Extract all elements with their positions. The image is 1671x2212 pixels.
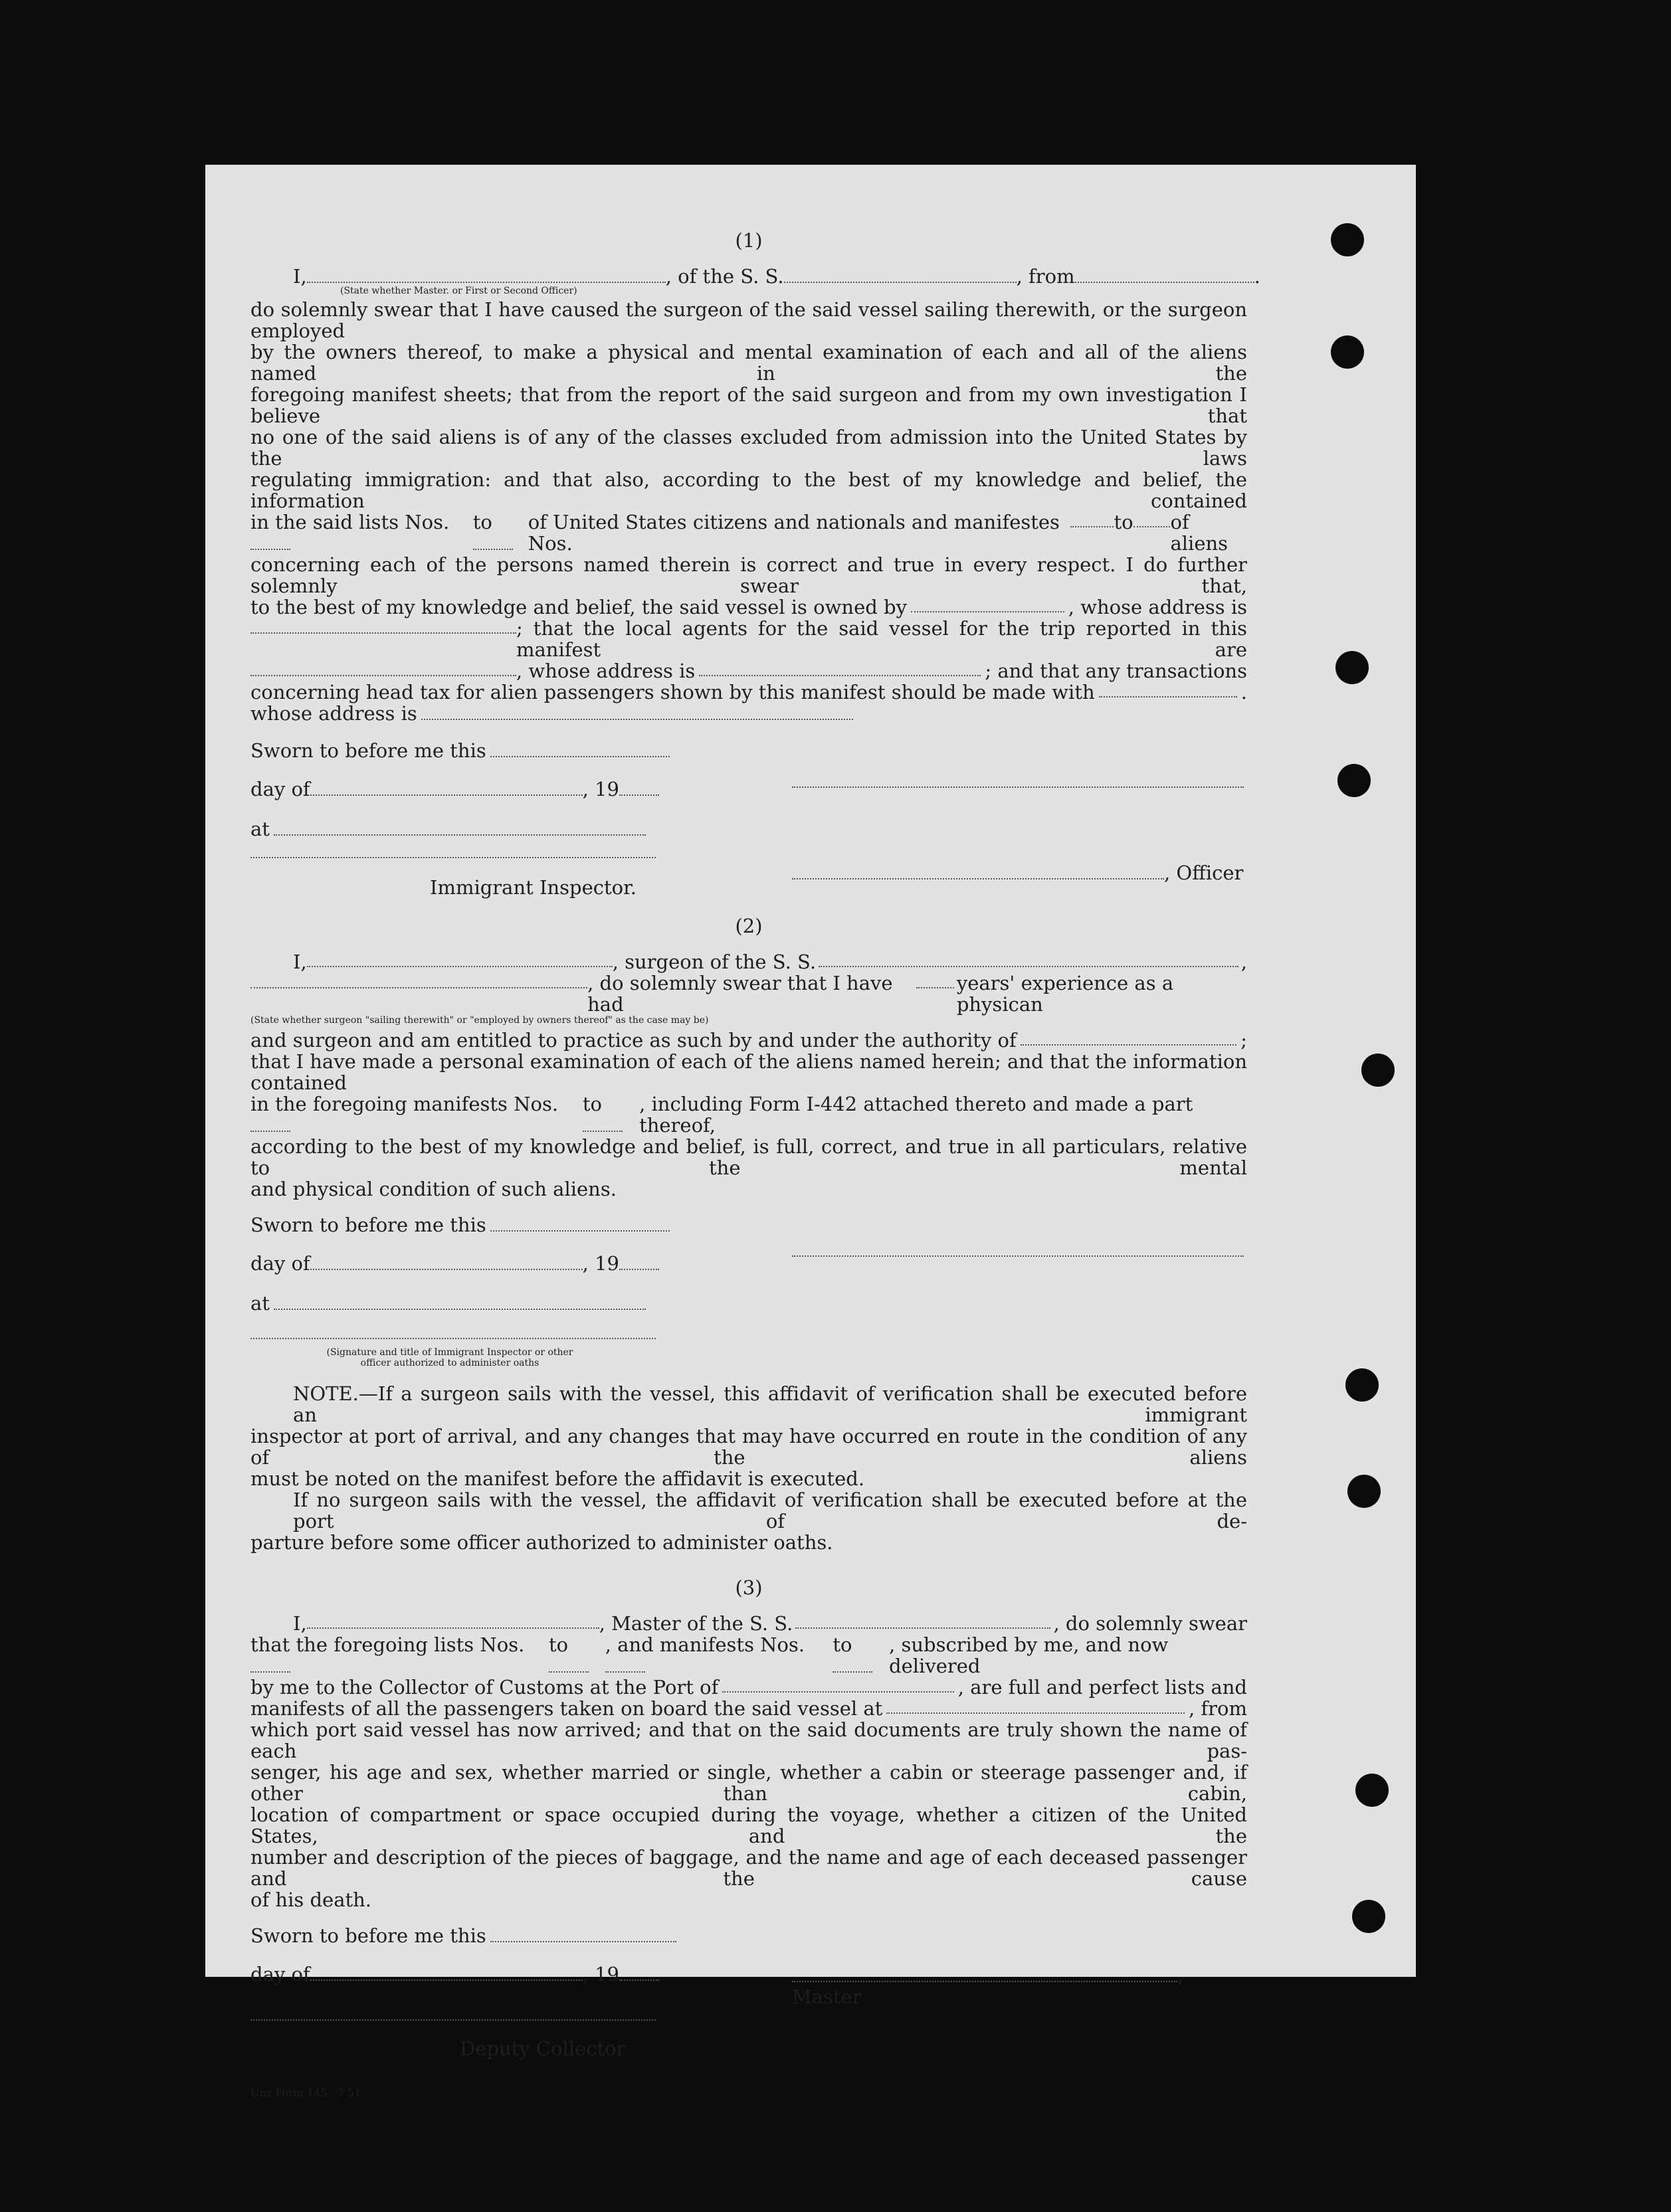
day-of-field[interactable] [310, 1965, 583, 1981]
officer-signature-line-top[interactable] [792, 772, 1244, 788]
owned-line: to the best of my knowledge and belief, the said vessel is owned by , whose address is [250, 596, 1247, 618]
section2-body: and surgeon and am entitled to practice as such by and under the authority of ; that I have made a personal examination of each of the aliens named herein; and that the information contained in the foregoing manifests Nos. to , including Form I-442 attached thereto and made a part thereof, according to the best of my knowledge and belief, is full, correct, and true in all particulars, relative to the mental and physical condition of such aliens. [250, 1029, 1247, 1200]
manifest-from-field[interactable] [605, 1657, 645, 1673]
master-vessel-field[interactable] [795, 1613, 1050, 1629]
section3-jurat: Sworn to before me this day of , 19 , Master Deputy Collector [250, 1924, 1184, 2060]
officer-signature-field[interactable] [792, 864, 1164, 879]
signature-note: (Signature and title of Immigrant Inspector or other officer authorized to administer oaths [326, 1347, 573, 1368]
agents-field[interactable] [250, 660, 516, 676]
master-name-field[interactable] [307, 1613, 599, 1629]
manifest-from-field[interactable] [1070, 511, 1114, 527]
inspector-signature-field[interactable] [250, 1323, 656, 1339]
owner-address-field[interactable] [250, 618, 516, 634]
list-to-field[interactable] [473, 534, 513, 550]
manifest-to-field[interactable] [1133, 511, 1171, 527]
form-number: Unz Form 145 7 51 [250, 2086, 361, 2099]
punch-hole [1352, 1900, 1385, 1933]
master-line: I, , of the S. S. , from . [293, 265, 1260, 288]
surgeon-vessel-field[interactable] [819, 951, 1238, 967]
collector-line: by me to the Collector of Customs at the Port of , are full and perfect lists and [250, 1676, 1247, 1699]
surgeon-experience-line: , do solemnly swear that I have had years' experience as a physican [250, 972, 1247, 1015]
authority-field[interactable] [1021, 1030, 1237, 1046]
note: NOTE.—If a surgeon sails with the vessel, this affidavit of verification shall be executed before an immigrant inspector at port of arrival, and any changes that may have occurred en route in the condition of any of the aliens must be noted on the manifest before the affidavit is executed. If no surgeon sails with the vessel, the affidavit of verification shall be executed before at the port of de- parture before some officer authorized to administer oaths. [250, 1382, 1247, 1554]
section2-jurat: Sworn to before me this day of , 19 at (Signature and title of Immigrant Inspector or other officer authorized to administer oaths [250, 1206, 1247, 1372]
punch-hole [1345, 1368, 1379, 1402]
punch-hole [1331, 223, 1364, 256]
years-field[interactable] [916, 972, 953, 988]
punch-hole [1331, 335, 1364, 369]
sworn-date-field[interactable] [490, 1216, 670, 1232]
board-line: manifests of all the passengers taken on board the said vessel at , from [250, 1697, 1247, 1720]
surgeon-line: I, , surgeon of the S. S. , [293, 951, 1247, 973]
list-from-field[interactable] [250, 1657, 290, 1673]
collector-signature-field[interactable] [250, 2005, 656, 2021]
section3-body: that the foregoing lists Nos. to , and manifests Nos. to , subscribed by me, and now delivered by me to the Collector of Customs at the Port of , are full and perfect lists and manifests of all the passengers taken on board the said vessel at , from which port said vessel has now arrived; and that on the said documents are truly shown the name of each pas- senger, his age and sex, whether married or single, whether a cabin or steerage passenger and, if other than cabin, location of compartment or space occupied during the voyage, whether a citizen of the United States, and the number and description of the pieces of baggage, and the name and age of each deceased passenger and the cause of his death. [250, 1633, 1247, 1911]
agents-address-line: , whose address is ; and that any transactions [250, 660, 1247, 682]
punch-hole [1361, 1054, 1395, 1087]
surgeon-name-field[interactable] [307, 951, 613, 967]
year-field[interactable] [619, 780, 659, 796]
master-signature-field[interactable] [792, 1966, 1177, 1982]
inspector-label: Immigrant Inspector. [430, 876, 637, 899]
agents-line: ; that the local agents for the said vessel for the trip reported in this manifest are [250, 618, 1247, 660]
owner-field[interactable] [911, 597, 1064, 612]
headtax-field[interactable] [1099, 682, 1237, 697]
manifest-to-field[interactable] [583, 1116, 623, 1132]
master-line: I, , Master of the S. S. , do solemnly swear [293, 1612, 1247, 1635]
port-field[interactable] [722, 1677, 953, 1693]
deputy-collector-label: Deputy Collector [460, 2037, 626, 2060]
officer-name-field[interactable] [307, 267, 666, 283]
surgeon-signature-field[interactable] [792, 1241, 1244, 1257]
punch-hole [1337, 764, 1371, 797]
year-field[interactable] [619, 1965, 659, 1981]
from-port-field[interactable] [1075, 267, 1254, 283]
inspector-signature-field[interactable] [250, 842, 656, 858]
affidavit-content [250, 219, 1260, 2099]
lists-line: that the foregoing lists Nos. to , and manifests Nos. to , subscribed by me, and now delivered [250, 1633, 1169, 1677]
list-to-field[interactable] [549, 1657, 589, 1673]
section-number: (1) [735, 229, 763, 252]
day-of-field[interactable] [310, 1254, 583, 1270]
agents-address-field[interactable] [699, 660, 981, 676]
manifests-line: in the foregoing manifests Nos. to , including Form I-442 attached thereto and made a part thereof, [250, 1093, 1193, 1137]
punch-hole [1355, 1774, 1389, 1807]
vessel-name-field[interactable] [784, 267, 1017, 283]
punch-hole [1347, 1475, 1381, 1508]
headtax-line: concerning head tax for alien passengers shown by this manifest should be made with . [250, 681, 1247, 703]
year-field[interactable] [619, 1254, 659, 1270]
manifest-to-field[interactable] [833, 1657, 872, 1673]
officer-note: (State whether Master. or First or Second Officer) [340, 286, 577, 296]
lists-line: in the said lists Nos. to of United States citizens and nationals and manifestes Nos. to of aliens [250, 511, 1229, 555]
section-number: (3) [735, 1576, 763, 1599]
sworn-date-field[interactable] [490, 741, 670, 757]
punch-hole [1335, 651, 1369, 684]
headtax-address-field[interactable] [421, 704, 853, 720]
section1-jurat: Sworn to before me this day of , 19 at Immigrant Inspector. , Officer [250, 739, 1244, 899]
manifest-from-field[interactable] [250, 1116, 290, 1132]
boarding-port-field[interactable] [886, 1698, 1185, 1714]
whose-address-line: whose address is [250, 703, 1247, 724]
section1-body: do solemnly swear that I have caused the surgeon of the said vessel sailing therewith, or the surgeon employed by the owners thereof, to make a physical and mental examination of each and all of the aliens named in the foregoing manifest sheets; that from the report of the said surgeon and from my own investigation I believe that no one of the said aliens is of any of the classes excluded from admission into the United States by the laws regulating immigration: and that also, according to the best of my knowledge and belief, the information contained in the said lists Nos. to of United States citizens and nationals and manifestes Nos. to of aliens concerning each of the persons named therein is correct and true in every respect. I do further solemnly swear that, to the best of my knowledge and belief, the said vessel is owned by , whose address is ; that the local agents for the said vessel for the trip reported in this manifest are , whose address is ; and that any transactions concerning head tax for alien passengers shown by this manifest should be made with . whose address is [250, 298, 1247, 725]
sworn-date-field[interactable] [490, 1926, 676, 1942]
at-field[interactable] [274, 820, 646, 836]
at-field[interactable] [274, 1294, 646, 1310]
day-of-field[interactable] [310, 780, 583, 796]
section-number: (2) [735, 915, 763, 937]
authority-line: and surgeon and am entitled to practice as such by and under the authority of ; [250, 1029, 1247, 1052]
list-from-field[interactable] [250, 534, 290, 550]
surgeon-type-field[interactable] [250, 972, 587, 988]
surgeon-note: (State whether surgeon "sailing therewith" or "employed by owners thereof" as the case may be) [250, 1015, 709, 1026]
